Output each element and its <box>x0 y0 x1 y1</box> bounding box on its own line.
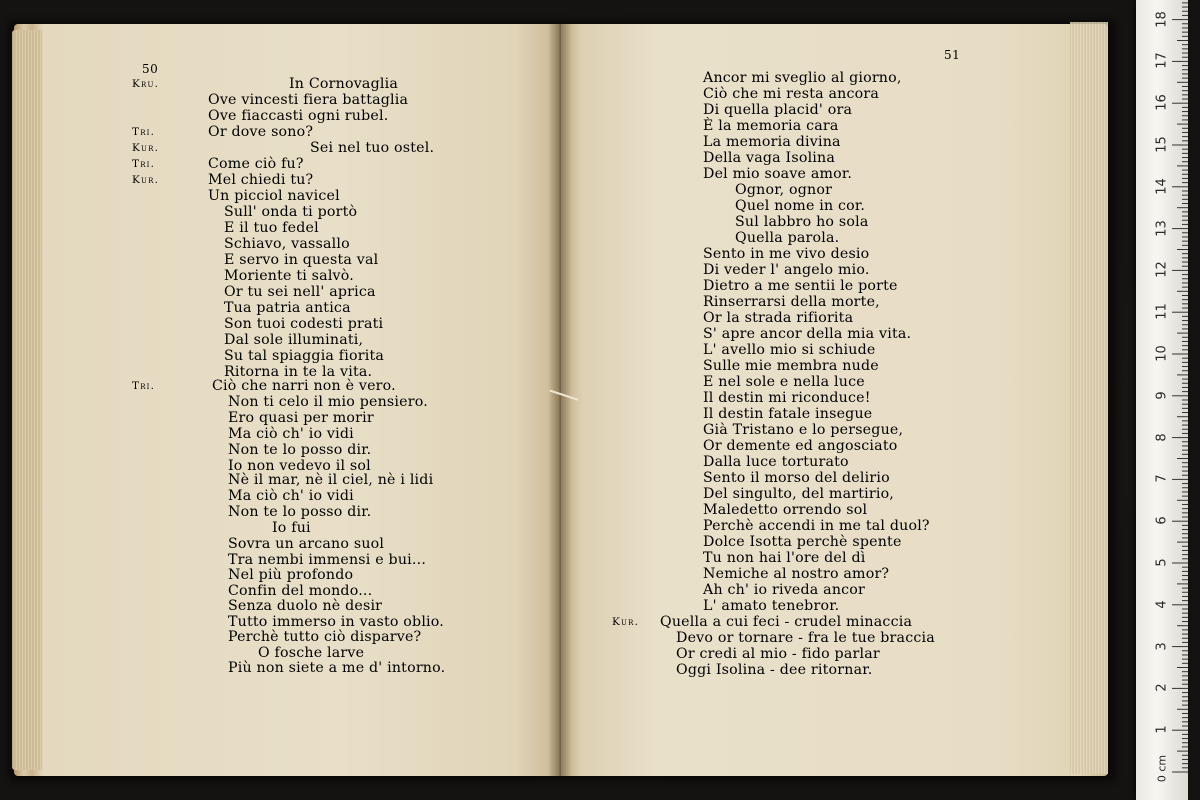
ruler-number: 7 <box>1154 474 1170 484</box>
left-speaker-label: Tri. <box>132 380 156 392</box>
right-verse-line: Rinserrarsi della morte, <box>703 294 880 310</box>
left-verse-line: O fosche larve <box>258 645 365 661</box>
right-verse-line: Del mio soave amor. <box>703 166 853 182</box>
right-verse-line: Ognor, ognor <box>735 182 833 198</box>
ruler-number: 9 <box>1154 391 1170 400</box>
left-verse-line: Non ti celo il mio pensiero. <box>228 394 428 410</box>
left-verse-line: Ritorna in te la vita. <box>224 364 373 380</box>
right-verse-line: Già Tristano e lo persegue, <box>703 422 904 438</box>
right-page-number: 51 <box>944 48 961 62</box>
left-verse-line: Tra nembi immensi e bui... <box>228 552 427 568</box>
right-verse-line: Dalla luce torturato <box>703 454 849 470</box>
right-verse-line: Ah ch' io riveda ancor <box>703 582 866 598</box>
left-speaker-label: Tri. <box>132 158 156 170</box>
ruler-number: 16 <box>1154 94 1170 111</box>
right-verse-line: Or la strada rifiorita <box>703 310 854 326</box>
ruler-number: 2 <box>1154 683 1170 693</box>
right-verse-line: Ciò che mi resta ancora <box>703 86 879 102</box>
left-verse-line: Perchè tutto ciò disparve? <box>228 629 422 645</box>
right-speaker-label: Kur. <box>612 616 640 628</box>
ruler-number: 10 <box>1154 345 1170 362</box>
left-verse-line: E servo in questa val <box>224 252 379 268</box>
ruler-number: 14 <box>1154 178 1170 195</box>
left-page-number: 50 <box>142 62 159 76</box>
left-verse-line: Senza duolo nè desir <box>228 598 383 614</box>
right-verse-line: Quella a cui feci - crudel minaccia <box>660 614 913 630</box>
left-verse-line: Più non siete a me d' intorno. <box>228 660 446 676</box>
ruler-number: 4 <box>1154 600 1170 609</box>
left-verse-line: Or tu sei nell' aprica <box>224 284 376 300</box>
left-verse-line: Tua patria antica <box>224 300 351 316</box>
ruler-number: 12 <box>1154 261 1170 279</box>
left-verse-line: Mel chiedi tu? <box>208 172 314 188</box>
right-verse-line: Dietro a me sentii le porte <box>703 278 898 294</box>
left-verse-line: Sei nel tuo ostel. <box>310 140 435 156</box>
ruler-number: 1 <box>1154 725 1170 734</box>
right-verse-line: Quella parola. <box>735 230 840 246</box>
right-verse-line: Dolce Isotta perchè spente <box>703 534 902 550</box>
ruler-number: 13 <box>1154 219 1170 237</box>
left-verse-line: Ma ciò ch' io vidi <box>228 426 354 442</box>
right-verse-line: E nel sole e nella luce <box>703 374 865 390</box>
right-verse-line: Sul labbro ho sola <box>735 214 869 230</box>
left-verse-line: Ciò che narri non è vero. <box>212 378 396 394</box>
left-verse-line: Io fui <box>272 520 311 536</box>
left-verse-line: Son tuoi codesti prati <box>224 316 384 332</box>
left-verse-line: Tutto immerso in vasto oblio. <box>228 614 445 630</box>
left-verse-line: Or dove sono? <box>208 124 314 140</box>
right-verse-line: Di quella placid' ora <box>703 102 853 118</box>
left-verse-line: Un picciol navicel <box>208 188 340 204</box>
right-verse-line: L' avello mio si schiude <box>703 342 876 358</box>
left-verse-line: Non te lo posso dir. <box>228 442 372 458</box>
left-page-edges <box>12 30 42 770</box>
left-verse-line: Su tal spiaggia fiorita <box>224 348 385 364</box>
ruler-number: 15 <box>1154 136 1170 153</box>
right-verse-line: Or credi al mio - fido parlar <box>676 646 880 662</box>
measurement-ruler <box>1136 0 1188 800</box>
right-verse-line: È la memoria cara <box>703 118 839 134</box>
right-verse-line: Il destin fatale insegue <box>703 406 873 422</box>
left-verse-line: Dal sole illuminati, <box>224 332 364 348</box>
right-verse-line: Il destin mi riconduce! <box>703 390 871 406</box>
ruler-unit-label: 0 cm <box>1155 754 1169 783</box>
ruler-number: 8 <box>1154 432 1170 442</box>
left-verse-line: Moriente ti salvò. <box>224 268 354 284</box>
right-verse-line: L' amato tenebror. <box>703 598 840 614</box>
ruler-number: 5 <box>1154 558 1170 567</box>
left-verse-line: Sull' onda ti portò <box>224 204 358 220</box>
left-verse-line: Confin del mondo... <box>228 583 373 599</box>
ruler-number: 6 <box>1154 516 1170 525</box>
left-verse-line: Ma ciò ch' io vidi <box>228 488 354 504</box>
left-verse-line: Schiavo, vassallo <box>224 236 350 252</box>
right-page-edges <box>1070 22 1108 774</box>
ruler-number: 18 <box>1154 10 1170 28</box>
right-verse-line: Nemiche al nostro amor? <box>703 566 890 582</box>
right-verse-line: Di veder l' angelo mio. <box>703 262 870 278</box>
right-verse-line: Or demente ed angosciato <box>703 438 898 454</box>
right-verse-line: Della vaga Isolina <box>703 150 836 166</box>
right-verse-line: Sento in me vivo desio <box>703 246 870 262</box>
right-verse-line: Sulle mie membra nude <box>703 358 879 374</box>
left-verse-line: Sovra un arcano suol <box>228 536 385 552</box>
left-verse-line: Ove vincesti fiera battaglia <box>208 92 409 108</box>
right-verse-line: Sento il morso del delirio <box>703 470 890 486</box>
left-speaker-label: Kru. <box>132 78 160 90</box>
right-verse-line: Perchè accendi in me tal duol? <box>703 518 930 534</box>
left-verse-line: Nè il mar, nè il ciel, nè i lidi <box>228 472 434 488</box>
right-verse-line: Del singulto, del martirio, <box>703 486 895 502</box>
right-verse-line: Ancor mi sveglio al giorno, <box>703 70 902 86</box>
left-verse-line: Ove fiaccasti ogni rubel. <box>208 108 389 124</box>
right-verse-line: Quel nome in cor. <box>735 198 866 214</box>
right-verse-line: La memoria divina <box>703 134 841 150</box>
right-verse-line: Maledetto orrendo sol <box>703 502 868 518</box>
left-verse-line: Come ciò fu? <box>208 156 304 172</box>
left-verse-line: Non te lo posso dir. <box>228 504 372 520</box>
right-verse-line: S' apre ancor della mia vita. <box>703 326 912 342</box>
left-verse-line: E il tuo fedel <box>224 220 319 236</box>
left-verse-line: Nel più profondo <box>228 567 354 583</box>
left-speaker-label: Kur. <box>132 142 160 154</box>
left-verse-line: Io non vedevo il sol <box>228 458 371 474</box>
left-verse-line: In Cornovaglia <box>289 76 398 92</box>
left-speaker-label: Tri. <box>132 126 156 138</box>
right-verse-line: Devo or tornare - fra le tue braccia <box>676 630 935 646</box>
ruler-number: 17 <box>1154 52 1170 70</box>
ruler-number: 3 <box>1154 641 1170 651</box>
left-speaker-label: Kur. <box>132 174 160 186</box>
right-verse-line: Oggi Isolina - dee ritornar. <box>676 662 873 678</box>
left-verse-line: Ero quasi per morir <box>228 410 374 426</box>
ruler-number: 11 <box>1154 303 1170 320</box>
right-verse-line: Tu non hai l'ore del dì <box>703 550 866 566</box>
